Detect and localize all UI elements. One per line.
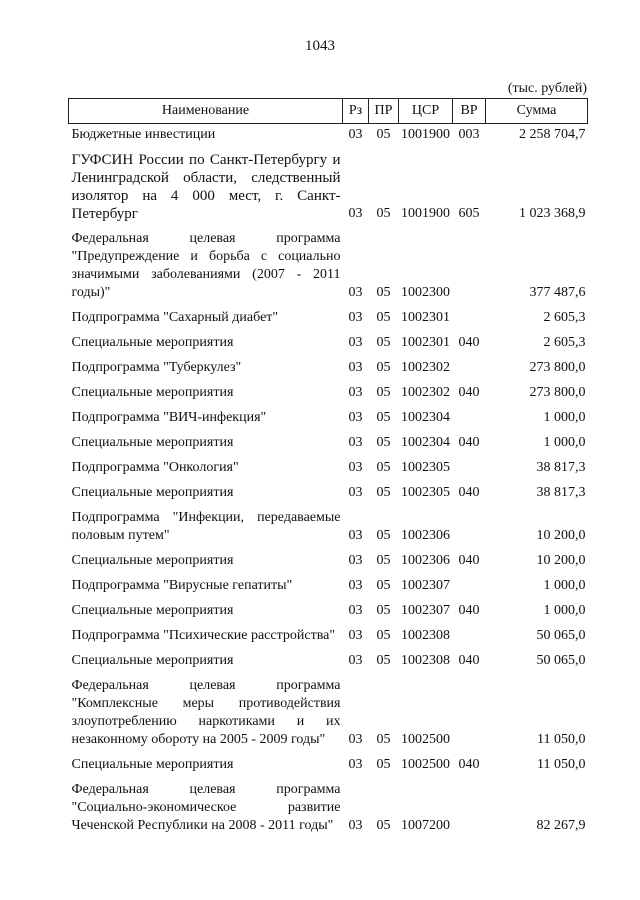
cell-csr: 1001900 bbox=[401, 127, 450, 142]
cell-csr: 1002302 bbox=[401, 385, 450, 400]
cell-rz: 03 bbox=[348, 528, 363, 543]
cell-pr: 05 bbox=[376, 460, 391, 475]
cell-name: Подпрограмма "Онкология" bbox=[71, 460, 239, 475]
page-number: 1043 bbox=[305, 38, 335, 54]
cell-pr: 05 bbox=[376, 127, 391, 142]
cell-csr: 1002306 bbox=[401, 528, 450, 543]
cell-sum: 273 800,0 bbox=[529, 360, 586, 375]
cell-sum: 2 605,3 bbox=[543, 335, 586, 350]
cell-pr: 05 bbox=[376, 603, 391, 618]
cell-csr: 1002308 bbox=[401, 628, 450, 643]
cell-sum: 10 200,0 bbox=[536, 528, 586, 543]
header-csr: ЦСР bbox=[399, 99, 453, 124]
table-header bbox=[69, 99, 588, 124]
table-row bbox=[69, 226, 588, 305]
cell-pr: 05 bbox=[376, 578, 391, 593]
table-row bbox=[69, 673, 588, 752]
cell-sum: 38 817,3 bbox=[536, 485, 586, 500]
table-row bbox=[69, 648, 588, 673]
header-pr: ПР bbox=[369, 99, 399, 124]
cell-vr: 040 bbox=[458, 653, 480, 668]
table-row bbox=[69, 598, 588, 623]
cell-pr: 05 bbox=[376, 335, 391, 350]
cell-vr: 040 bbox=[458, 385, 480, 400]
cell-pr: 05 bbox=[376, 628, 391, 643]
cell-sum: 1 000,0 bbox=[543, 410, 586, 425]
header-name: Наименование bbox=[69, 99, 343, 124]
cell-rz: 03 bbox=[348, 127, 363, 142]
cell-pr: 05 bbox=[376, 757, 391, 772]
cell-name: Подпрограмма "Инфекции, передаваемые половым путем" bbox=[71, 510, 341, 543]
cell-pr: 05 bbox=[376, 485, 391, 500]
cell-sum: 11 050,0 bbox=[537, 757, 586, 772]
cell-sum: 82 267,9 bbox=[536, 818, 586, 833]
cell-name: Специальные мероприятия bbox=[71, 335, 234, 350]
table-row bbox=[69, 330, 588, 355]
cell-sum: 11 050,0 bbox=[537, 732, 586, 747]
cell-pr: 05 bbox=[376, 553, 391, 568]
cell-name: Федеральная целевая программа "Социально-экономическое развитие Чеченской Республики на 2008 - 2011 годы" bbox=[71, 782, 341, 833]
cell-rz: 03 bbox=[348, 460, 363, 475]
cell-vr: 040 bbox=[458, 603, 480, 618]
cell-name: Специальные мероприятия bbox=[71, 553, 234, 568]
cell-csr: 1002304 bbox=[401, 435, 450, 450]
cell-sum: 1 000,0 bbox=[543, 603, 586, 618]
cell-rz: 03 bbox=[348, 757, 363, 772]
table-row bbox=[69, 623, 588, 648]
cell-name: ГУФСИН России по Санкт-Петербургу и Ленинградской области, следственный изолятор на 4 000 мест, г. Санкт-Петербург bbox=[71, 152, 341, 222]
cell-vr: 003 bbox=[458, 127, 480, 142]
cell-sum: 50 065,0 bbox=[536, 628, 586, 643]
cell-vr bbox=[453, 505, 486, 548]
table-row bbox=[69, 455, 588, 480]
cell-vr bbox=[453, 455, 486, 480]
table-row bbox=[69, 573, 588, 598]
cell-rz: 03 bbox=[348, 578, 363, 593]
cell-csr: 1002305 bbox=[401, 460, 450, 475]
cell-csr: 1002301 bbox=[401, 335, 450, 350]
cell-sum: 2 605,3 bbox=[543, 310, 586, 325]
cell-name: Специальные мероприятия bbox=[71, 757, 234, 772]
units-label: (тыс. рублей) bbox=[507, 81, 587, 96]
cell-rz: 03 bbox=[348, 285, 363, 300]
cell-csr: 1001900 bbox=[401, 206, 450, 221]
cell-pr: 05 bbox=[376, 310, 391, 325]
cell-rz: 03 bbox=[348, 732, 363, 747]
cell-csr: 1002302 bbox=[401, 360, 450, 375]
cell-rz: 03 bbox=[348, 553, 363, 568]
cell-name: Подпрограмма "Сахарный диабет" bbox=[71, 310, 279, 325]
cell-vr: 605 bbox=[458, 206, 480, 221]
table-row bbox=[69, 405, 588, 430]
cell-rz: 03 bbox=[348, 360, 363, 375]
header-vr: ВР bbox=[453, 99, 486, 124]
cell-sum: 1 000,0 bbox=[543, 435, 586, 450]
budget-table bbox=[68, 98, 588, 838]
cell-name: Специальные мероприятия bbox=[71, 653, 234, 668]
cell-name: Специальные мероприятия bbox=[71, 485, 234, 500]
cell-csr: 1002301 bbox=[401, 310, 450, 325]
cell-rz: 03 bbox=[348, 818, 363, 833]
cell-vr bbox=[453, 777, 486, 838]
cell-rz: 03 bbox=[348, 435, 363, 450]
cell-csr: 1002307 bbox=[401, 578, 450, 593]
table-row bbox=[69, 305, 588, 330]
cell-name: Бюджетные инвестиции bbox=[71, 127, 216, 142]
cell-vr bbox=[453, 623, 486, 648]
cell-csr: 1002304 bbox=[401, 410, 450, 425]
table-row bbox=[69, 355, 588, 380]
cell-sum: 50 065,0 bbox=[536, 653, 586, 668]
cell-name: Федеральная целевая программа "Предупреждение и борьба с социально значимыми заболеваниями (2007 - 2011 годы)" bbox=[71, 231, 341, 300]
cell-sum: 273 800,0 bbox=[529, 385, 586, 400]
cell-name: Подпрограмма "Вирусные гепатиты" bbox=[71, 578, 293, 593]
cell-pr: 05 bbox=[376, 206, 391, 221]
cell-rz: 03 bbox=[348, 206, 363, 221]
cell-pr: 05 bbox=[376, 732, 391, 747]
cell-pr: 05 bbox=[376, 360, 391, 375]
cell-rz: 03 bbox=[348, 385, 363, 400]
cell-vr bbox=[453, 305, 486, 330]
cell-pr: 05 bbox=[376, 653, 391, 668]
cell-sum: 1 000,0 bbox=[543, 578, 586, 593]
cell-rz: 03 bbox=[348, 628, 363, 643]
cell-name: Федеральная целевая программа "Комплексные меры противодействия злоупотреблению наркотиками и их незаконному обороту на 2005 - 2009 годы" bbox=[71, 678, 341, 747]
cell-pr: 05 bbox=[376, 435, 391, 450]
cell-sum: 38 817,3 bbox=[536, 460, 586, 475]
cell-name: Подпрограмма "Туберкулез" bbox=[71, 360, 242, 375]
cell-sum: 1 023 368,9 bbox=[519, 206, 586, 221]
cell-csr: 1002300 bbox=[401, 285, 450, 300]
header-sum: Сумма bbox=[486, 99, 588, 124]
cell-rz: 03 bbox=[348, 485, 363, 500]
cell-vr: 040 bbox=[458, 335, 480, 350]
cell-pr: 05 bbox=[376, 528, 391, 543]
cell-vr bbox=[453, 573, 486, 598]
cell-csr: 1002500 bbox=[401, 757, 450, 772]
table-row bbox=[69, 505, 588, 548]
cell-sum: 377 487,6 bbox=[529, 285, 586, 300]
table-row bbox=[69, 777, 588, 838]
cell-rz: 03 bbox=[348, 310, 363, 325]
table-row bbox=[69, 430, 588, 455]
cell-pr: 05 bbox=[376, 285, 391, 300]
table-row bbox=[69, 480, 588, 505]
cell-csr: 1002305 bbox=[401, 485, 450, 500]
header-rz: Рз bbox=[343, 99, 369, 124]
cell-vr bbox=[453, 405, 486, 430]
cell-csr: 1002307 bbox=[401, 603, 450, 618]
cell-vr: 040 bbox=[458, 435, 480, 450]
cell-name: Специальные мероприятия bbox=[71, 603, 234, 618]
cell-name: Специальные мероприятия bbox=[71, 435, 234, 450]
cell-rz: 03 bbox=[348, 335, 363, 350]
cell-rz: 03 bbox=[348, 410, 363, 425]
table-row bbox=[69, 380, 588, 405]
cell-pr: 05 bbox=[376, 385, 391, 400]
cell-vr: 040 bbox=[458, 757, 480, 772]
cell-name: Подпрограмма "ВИЧ-инфекция" bbox=[71, 410, 267, 425]
cell-csr: 1002500 bbox=[401, 732, 450, 747]
cell-vr: 040 bbox=[458, 485, 480, 500]
table-row bbox=[69, 147, 588, 226]
cell-vr: 040 bbox=[458, 553, 480, 568]
cell-vr bbox=[453, 673, 486, 752]
cell-rz: 03 bbox=[348, 653, 363, 668]
table-row bbox=[69, 548, 588, 573]
cell-csr: 1002308 bbox=[401, 653, 450, 668]
cell-csr: 1007200 bbox=[401, 818, 450, 833]
cell-name: Специальные мероприятия bbox=[71, 385, 234, 400]
cell-vr bbox=[453, 226, 486, 305]
table-row bbox=[69, 752, 588, 777]
cell-sum: 2 258 704,7 bbox=[519, 127, 586, 142]
cell-rz: 03 bbox=[348, 603, 363, 618]
cell-pr: 05 bbox=[376, 410, 391, 425]
cell-csr: 1002306 bbox=[401, 553, 450, 568]
cell-pr: 05 bbox=[376, 818, 391, 833]
cell-name: Подпрограмма "Психические расстройства" bbox=[71, 628, 336, 643]
table-row bbox=[69, 124, 588, 148]
cell-sum: 10 200,0 bbox=[536, 553, 586, 568]
cell-vr bbox=[453, 355, 486, 380]
